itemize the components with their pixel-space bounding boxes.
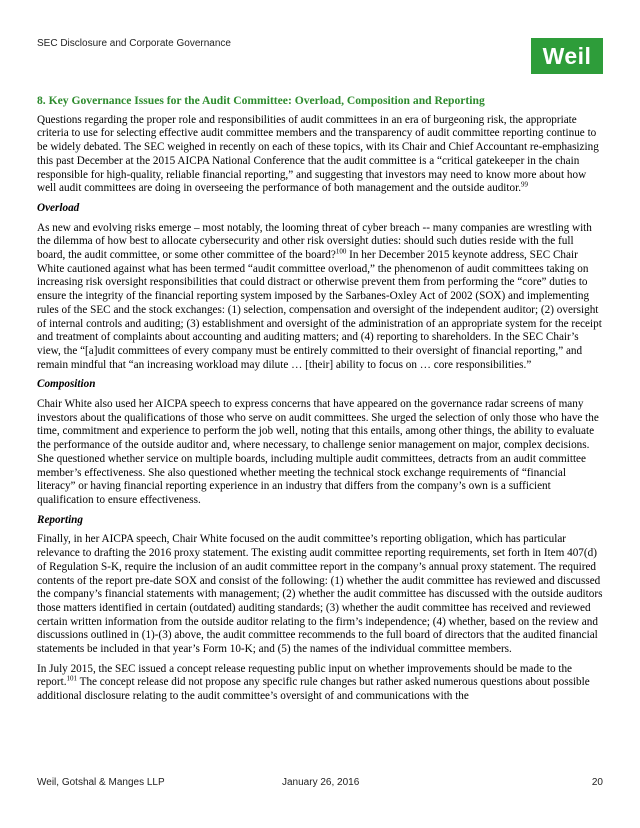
composition-heading: Composition (37, 378, 96, 391)
concept-text-a: In July 2015, the SEC issued a concept release requesting public input on whether improvements should be made to the report. (37, 662, 573, 689)
concept-text-b: The concept release did not propose any specific rule changes but rather asked numerous questions about possible additional disclosure relating to the audit committee’s oversight of and communications with the (37, 676, 590, 703)
intro-paragraph (37, 114, 603, 196)
composition-paragraph: Chair White also used her AICPA speech to express concerns that have appeared on the governance radar screens of many investors about the qualifications of those who serve on audit committees. She urged the selection of only those who have the time, commitment and experience to perform the job well, noting that this entails, among other things, the ability to evaluate the performance of the outside auditor and, where necessary, to challenge senior management on major, complex decisions. She questioned whether service on multiple boards, including multiple audit committees, detracts from an audit committee member’s effectiveness. She also questioned whether meeting the technical stock exchange requirements of “financial literacy” or having financial reporting experience in an industry that differs from the company’s own is a sufficient qualification to ensure effectiveness. (37, 398, 599, 506)
footer-firm-name: Weil, Gotshal & Manges LLP (37, 777, 165, 788)
overload-heading: Overload (37, 201, 80, 214)
footnote-ref: 100 (335, 247, 347, 256)
document-body (37, 94, 603, 710)
overload-text-a: As new and evolving risks emerge – most notably, the looming threat of cyber breach -- many companies are wrestling with the dilemma of how best to allocate cybersecurity and other risk oversight duties: should such duties reside with the full board, the audit committee, or some other committee of the board? (37, 221, 592, 262)
footnote-ref: 101 (66, 674, 78, 683)
reporting-paragraph: Finally, in her AICPA speech, Chair White focused on the audit committee’s reporting obligation, which has particular relevance to drafting the 2016 proxy statement. The existing audit committee reporting requirements, set forth in Item 407(d) of Regulation S-K, require the inclusion of an audit committee report in the company’s annual proxy statement. The required contents of the report pre-date SOX and consist of the following: (1) whether the audit committee has reviewed and discussed the company’s financial statements with management; (2) whether the audit committee has discussed with the outside auditors those matters identified in certain (outdated) auditing standards; (3) whether the audit committee has received and reviewed certain written information from the outside auditor relating to the firm’s independence; (4) whether, based on the review and discussions outlined in (1)-(3) above, the audit committee recommends to the full board of directors that the audited financial statements be included in that year’s Form 10-K; and (5) the names of the individual committee members. (37, 533, 603, 656)
overload-paragraph (37, 222, 603, 373)
footer-date: January 26, 2016 (282, 777, 360, 788)
page-header-title: SEC Disclosure and Corporate Governance (37, 38, 231, 49)
page-number: 20 (591, 777, 603, 788)
footnote-ref: 99 (521, 180, 529, 189)
concept-release-paragraph (37, 663, 603, 704)
section-heading: 8. Key Governance Issues for the Audit Committee: Overload, Composition and Reporting (37, 94, 485, 107)
overload-text-b: In her December 2015 keynote address, SEC Chair White cautioned against what has been termed “audit committee overload,” the phenomenon of audit committees taking on increasing risk oversight responsibilities that could distract or otherwise prevent them from performing the “core” duties to ensure the integrity of the financial reporting system imposed by the Sarbanes-Oxley Act of 2002 (SOX) and implementing rules of the SEC and the stock exchanges: (1) selection, compensation and oversight of the independent auditor; (2) oversight of internal controls and auditing; (3) establishment and oversight of the administration of an appropriate system for the receipt and treatment of complaints about accounting and auditing matters; and (4) reporting to shareholders. In the SEC Chair’s view, the “[a]udit committees of every company must be entirely committed to their oversight of financial reporting,” and remain mindful that “an increasing workload may dilute … [their] ability to focus on … core responsibilities.” (37, 249, 602, 371)
reporting-heading: Reporting (37, 513, 84, 526)
weil-logo: Weil (531, 38, 603, 74)
intro-text: Questions regarding the proper role and responsibilities of audit committees in an era of burgeoning risk, the appropriate criteria to use for selecting effective audit committee members and the transparency of audit committee reporting continue to be widely debated. The SEC weighed in recently on each of these topics, with its Chair and Chief Accountant re-emphasizing this past December at the 2015 AICPA National Conference that the audit committee is a “critical gatekeeper in the chain responsible for high-quality, reliable financial reporting,” and suggesting that investors may need to know more about how well audit committees are doing in overseeing the performance of both management and the outside auditor. (37, 113, 599, 195)
